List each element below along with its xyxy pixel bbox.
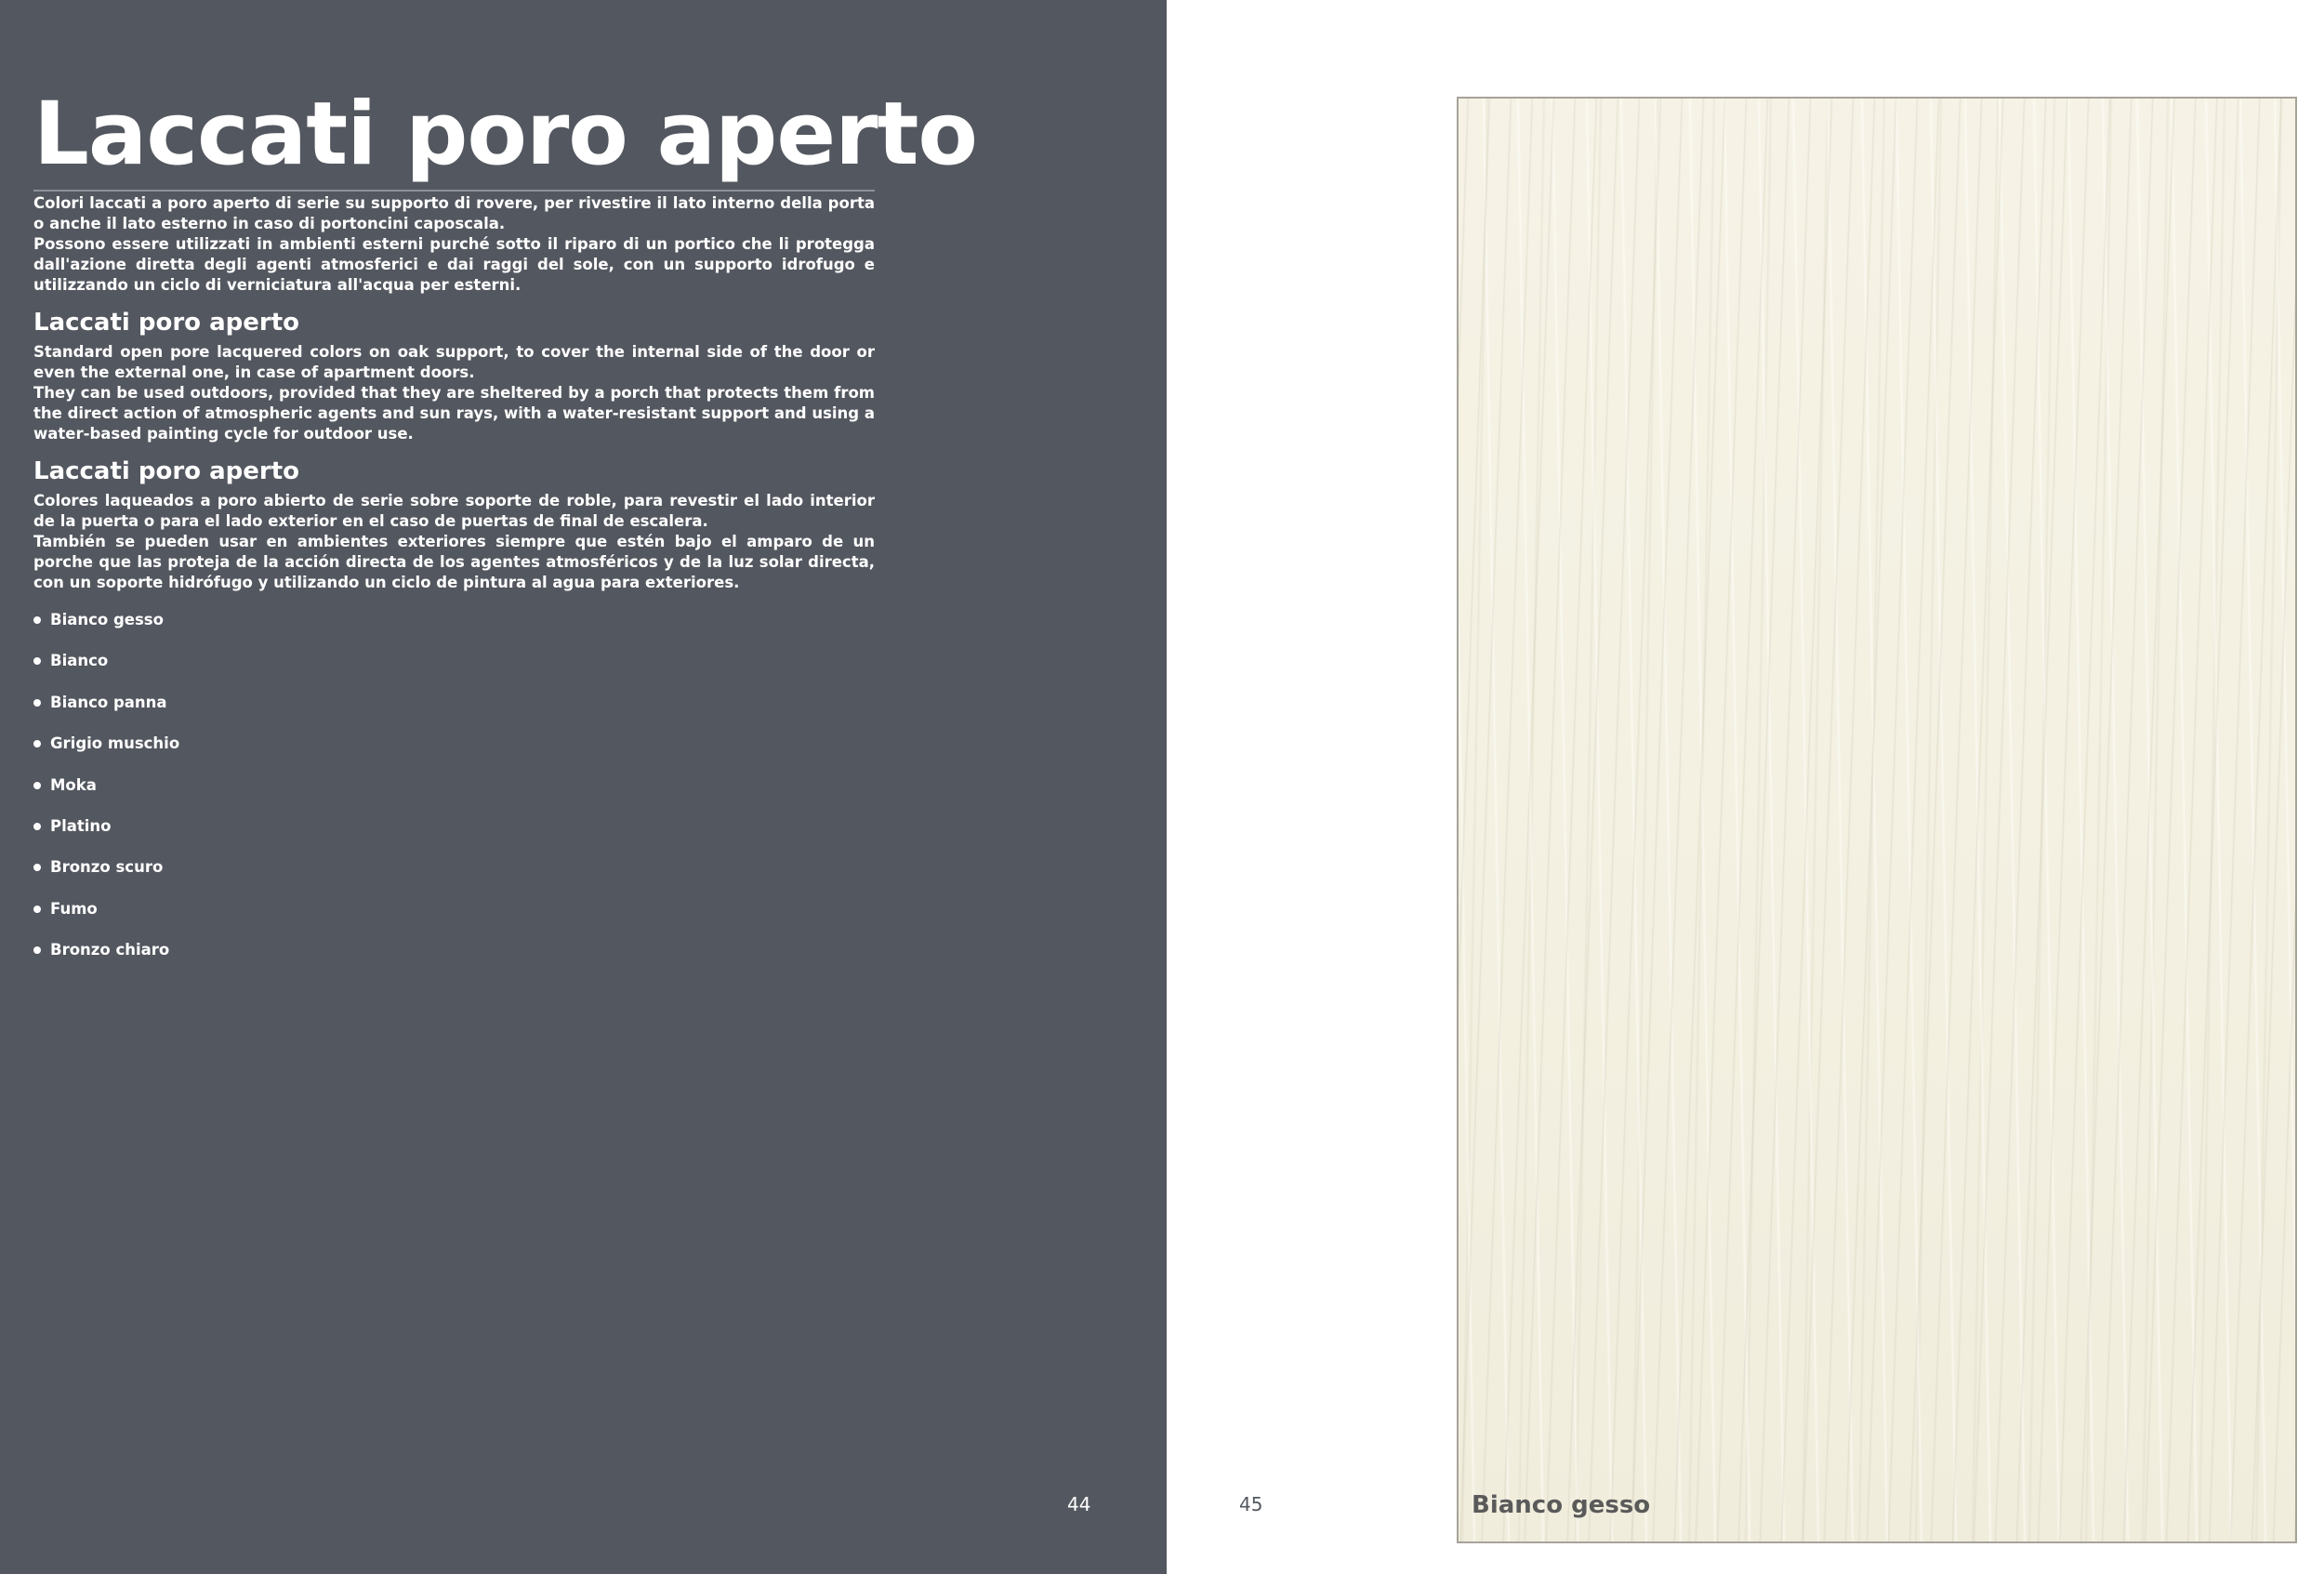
color-name: Moka: [50, 775, 97, 794]
section-en-paragraph-2: They can be used outdoors, provided that they are sheltered by a porch that protects them from the direct action of atmospheric agents and sun rays, with a water-resistant support and using a water-based painting cycle for outdoor use.: [33, 384, 875, 443]
section-es-heading: Laccati poro aperto: [33, 457, 299, 485]
color-name: Bianco: [50, 652, 109, 670]
swatch-label: Bianco gesso: [1472, 1491, 1651, 1519]
color-name: Bianco panna: [50, 693, 167, 711]
list-item: [33, 775, 875, 816]
color-swatch-bianco-gesso: [1457, 97, 2297, 1543]
section-italian: [33, 193, 875, 296]
list-item: [33, 610, 875, 651]
section-es-paragraph-2: También se pueden usar en ambientes exteriores siempre que estén bajo el amparo de un porche que las proteja de la acción directa de los agentes atmosféricos y de la luz solar directa, con un soporte hidrófugo y utilizando un ciclo de pintura al agua para exteriores.: [33, 533, 875, 591]
bullet-icon: [33, 864, 41, 871]
bullet-icon: [33, 657, 41, 665]
list-item: [33, 899, 875, 940]
section-english: [33, 307, 875, 444]
list-item: [33, 693, 875, 734]
section-es-paragraph-1: Colores laqueados a poro abierto de serie sobre soporte de roble, para revestir el lado interior de la puerta o para el lado exterior en el caso de puertas de final de escalera.: [33, 492, 875, 530]
section-en-heading: Laccati poro aperto: [33, 309, 299, 337]
bullet-icon: [33, 740, 41, 747]
list-item: [33, 816, 875, 857]
intro-it-paragraph-1: Colori laccati a poro aperto di serie su supporto di rovere, per rivestire il lato interno della porta o anche il lato esterno in caso di portoncini caposcala.: [33, 194, 875, 232]
bullet-icon: [33, 699, 41, 707]
color-list: [33, 610, 875, 982]
list-item: [33, 734, 875, 774]
list-item: [33, 940, 875, 981]
page-number-right: 45: [1239, 1493, 1263, 1515]
bullet-icon: [33, 782, 41, 789]
color-name: Bianco gesso: [50, 611, 164, 628]
list-item: [33, 651, 875, 692]
page-number-left: 44: [1067, 1493, 1091, 1515]
color-name: Fumo: [50, 899, 98, 918]
bullet-icon: [33, 946, 41, 954]
section-en-paragraph-1: Standard open pore lacquered colors on oak support, to cover the internal side of the door or even the external one, in case of apartment doors.: [33, 343, 875, 381]
bullet-icon: [33, 616, 41, 624]
text-content: [33, 193, 875, 982]
bullet-icon: [33, 823, 41, 830]
color-name: Platino: [50, 816, 112, 835]
page-title: Laccati poro aperto: [33, 84, 977, 185]
title-divider: [33, 190, 875, 192]
color-name: Grigio muschio: [50, 734, 180, 753]
section-spanish: [33, 456, 875, 593]
intro-it-paragraph-2: Possono essere utilizzati in ambienti esterni purché sotto il riparo di un portico che li protegga dall'azione diretta degli agenti atmosferici e dai raggi del sole, con un supporto idrofugo e utilizzando un ciclo di verniciatura all'acqua per esterni.: [33, 235, 875, 294]
bullet-icon: [33, 906, 41, 913]
color-name: Bronzo chiaro: [50, 941, 170, 959]
list-item: [33, 857, 875, 898]
color-name: Bronzo scuro: [50, 858, 164, 877]
